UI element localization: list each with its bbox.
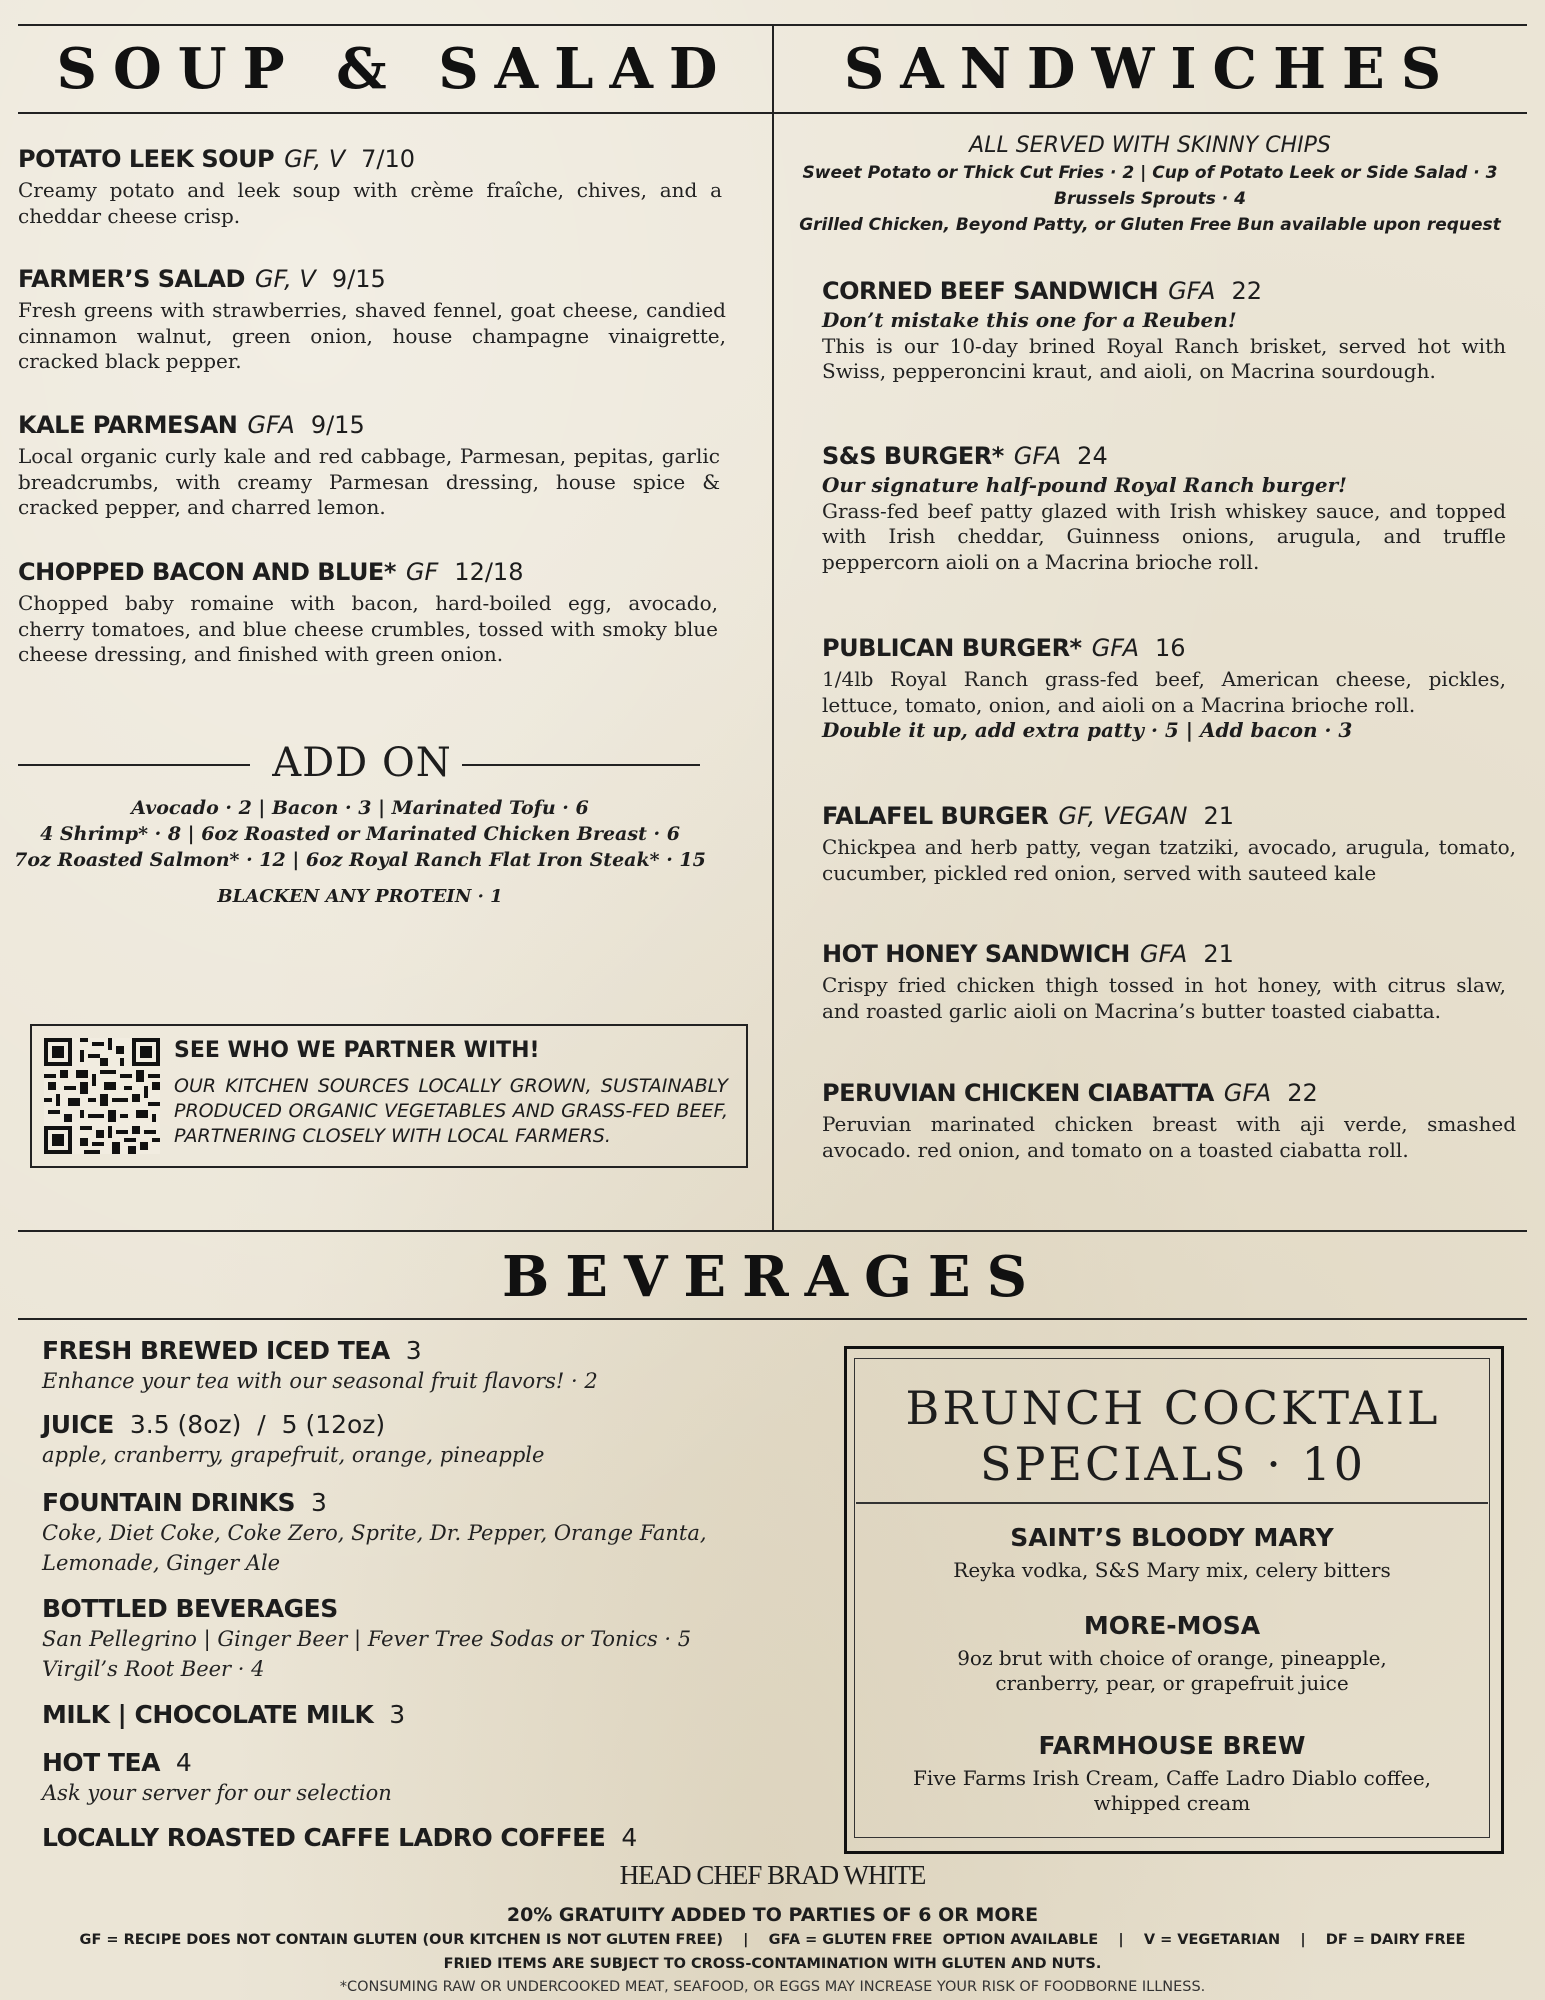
- add-on-rule-right: [462, 764, 700, 766]
- menu-item-corned-beef: [822, 276, 1506, 385]
- item-tags: GFA: [1139, 940, 1188, 968]
- item-tags: GF, V: [284, 145, 346, 173]
- menu-item-ss-burger: [822, 441, 1506, 575]
- cocktail-name: FARMHOUSE BREW: [1038, 1731, 1306, 1760]
- item-desc: Peruvian marinated chicken breast with aji verde, smashed avocado. red onion, and tomato on a toasted ciabatta roll.: [822, 1112, 1516, 1162]
- cocktail-more-mosa: [940, 1610, 1404, 1696]
- item-desc: Local organic curly kale and red cabbage, Parmesan, pepitas, garlic breadcrumbs, with creamy Parmesan dressing, house spice & cracked pepper, and charred lemon.: [18, 444, 720, 519]
- item-desc: Fresh greens with strawberries, shaved fennel, goat cheese, candied cinnamon walnut, green onion, house champagne vinaigrette, cracked black pepper.: [18, 298, 726, 373]
- cocktail-title-line: BRUNCH COCKTAIL: [905, 1381, 1441, 1435]
- item-price: 22: [1231, 277, 1263, 305]
- beverage-price: 3: [311, 1488, 327, 1517]
- partner-text: OUR KITCHEN SOURCES LOCALLY GROWN, SUSTAINABLY PRODUCED ORGANIC VEGETABLES AND GRASS-FED BEEF, PARTNERING CLOSELY WITH LOCAL FARMERS.: [174, 1075, 728, 1147]
- add-on-title: ADD ON: [272, 740, 452, 786]
- cocktail-desc: Reyka vodka, S&S Mary mix, celery bitters: [953, 1558, 1391, 1582]
- cocktail-bloody-mary: [856, 1522, 1488, 1583]
- partner-title: SEE WHO WE PARTNER WITH!: [174, 1038, 540, 1063]
- item-desc: Crispy fried chicken thigh tossed in hot honey, with citrus slaw, and roasted garlic aioli on Macrina’s butter toasted ciabatta.: [822, 973, 1506, 1023]
- item-price: 9/15: [331, 265, 386, 293]
- sides-line: Brussels Sprouts · 4: [1053, 189, 1247, 209]
- cocktail-specials-title: [856, 1380, 1490, 1492]
- menu-item-publican-burger: [822, 633, 1506, 744]
- beverage-milk: [42, 1700, 822, 1730]
- item-tags: GFA: [1168, 277, 1216, 305]
- item-price: 24: [1077, 442, 1108, 470]
- add-on-line: 4 Shrimp* · 8 | 6oz Roasted or Marinated Chicken Breast · 6: [40, 823, 680, 845]
- beverage-desc: Enhance your tea with our seasonal fruit flavors! · 2: [42, 1369, 598, 1393]
- beverage-name: JUICE: [42, 1410, 114, 1439]
- raw-food-warning: *CONSUMING RAW OR UNDERCOOKED MEAT, SEAFOOD, OR EGGS MAY INCREASE YOUR RISK OF FOODBORNE ILLNESS.: [339, 1979, 1206, 1995]
- menu-item-falafel-burger: [822, 801, 1516, 886]
- beverage-desc: Coke, Diet Coke, Coke Zero, Sprite, Dr. Pepper, Orange Fanta, Lemonade, Ginger Ale: [42, 1521, 707, 1575]
- beverage-desc: apple, cranberry, grapefruit, orange, pineapple: [42, 1443, 545, 1467]
- menu-item-hot-honey-sandwich: [822, 939, 1506, 1024]
- cocktail-farmhouse-brew: [892, 1730, 1452, 1816]
- item-tags: GFA: [1091, 634, 1140, 662]
- item-tags: GF, VEGAN: [1058, 802, 1188, 830]
- cocktail-desc: 9oz brut with choice of orange, pineapple, cranberry, pear, or grapefruit juice: [957, 1646, 1387, 1695]
- beverage-name: HOT TEA: [42, 1748, 160, 1777]
- item-price: 21: [1203, 802, 1235, 830]
- menu-item-kale-parmesan: [18, 410, 720, 521]
- add-on-line: Avocado · 2 | Bacon · 3 | Marinated Tofu · 6: [131, 797, 589, 819]
- beverage-name: FRESH BREWED ICED TEA: [42, 1336, 390, 1365]
- item-tags: GFA: [1013, 442, 1062, 470]
- menu-item-potato-leek-soup: [18, 144, 722, 229]
- head-chef-credit: HEAD CHEF BRAD WHITE: [619, 1860, 926, 1890]
- beverage-price: 4: [175, 1748, 192, 1777]
- item-price: 16: [1155, 634, 1186, 662]
- beverage-price: 3.5 (8oz) / 5 (12oz): [129, 1410, 386, 1439]
- soup-salad-title: SOUP & SALAD: [56, 36, 734, 102]
- item-name: PERUVIAN CHICKEN CIABATTA: [822, 1079, 1214, 1107]
- item-name: KALE PARMESAN: [18, 411, 238, 439]
- item-name: HOT HONEY SANDWICH: [822, 940, 1130, 968]
- partner-box: [30, 1024, 748, 1168]
- item-price: 21: [1203, 940, 1234, 968]
- item-name: FALAFEL BURGER: [822, 802, 1049, 830]
- beverage-juice: [42, 1410, 822, 1470]
- beverage-price: 3: [405, 1336, 422, 1365]
- beverage-coffee: [42, 1823, 822, 1853]
- item-price: 22: [1287, 1079, 1318, 1107]
- beverage-name: MILK | CHOCOLATE MILK: [42, 1700, 374, 1729]
- item-name: CORNED BEEF SANDWICH: [822, 277, 1159, 305]
- beverage-iced-tea: [42, 1336, 822, 1396]
- beverage-name: BOTTLED BEVERAGES: [42, 1594, 338, 1623]
- sides-headline: ALL SERVED WITH SKINNY CHIPS: [969, 133, 1331, 158]
- add-on-list: [0, 795, 720, 873]
- item-price: 12/18: [454, 558, 524, 586]
- item-name: CHOPPED BACON AND BLUE*: [18, 558, 396, 586]
- gratuity-notice: 20% GRATUITY ADDED TO PARTIES OF 6 OR MORE: [506, 1904, 1039, 1926]
- add-on-rule-left: [18, 764, 250, 766]
- item-desc: Chickpea and herb patty, vegan tzatziki, avocado, arugula, tomato, cucumber, pickled red onion, served with sauteed kale: [822, 835, 1516, 885]
- item-tags: GF, V: [254, 265, 316, 293]
- item-desc: Creamy potato and leek soup with crème fraîche, chives, and a cheddar cheese crisp.: [18, 178, 722, 228]
- cocktail-desc: Five Farms Irish Cream, Caffe Ladro Diablo coffee, whipped cream: [912, 1766, 1432, 1815]
- cocktail-title-rule: [856, 1502, 1488, 1504]
- beverages-header-rule: [18, 1318, 1527, 1320]
- item-upgrade-note: Double it up, add extra patty · 5 | Add bacon · 3: [822, 718, 1353, 742]
- beverage-fountain-drinks: [42, 1488, 742, 1578]
- item-tags: GFA: [247, 411, 295, 439]
- item-desc: Chopped baby romaine with bacon, hard-boiled egg, avocado, cherry tomatoes, and blue cheese crumbles, tossed with smoky blue cheese dressing, and finished with green onion.: [18, 591, 718, 666]
- beverage-name: FOUNTAIN DRINKS: [42, 1488, 296, 1517]
- item-name: S&S BURGER*: [822, 442, 1004, 470]
- item-tags: GF: [405, 558, 439, 586]
- blacken-protein-note: BLACKEN ANY PROTEIN · 1: [217, 886, 503, 907]
- menu-item-chopped-bacon-blue: [18, 557, 718, 668]
- sides-line: Sweet Potato or Thick Cut Fries · 2 | Cup of Potato Leek or Side Salad · 3: [802, 163, 1498, 183]
- item-desc: 1/4lb Royal Ranch grass-fed beef, American cheese, pickles, lettuce, tomato, onion, and aioli on a Macrina brioche roll.: [822, 667, 1506, 717]
- item-name: PUBLICAN BURGER*: [822, 634, 1082, 662]
- beverage-name: LOCALLY ROASTED CAFFE LADRO COFFEE: [42, 1823, 606, 1852]
- item-price: 7/10: [361, 145, 416, 173]
- fried-items-notice: FRIED ITEMS ARE SUBJECT TO CROSS-CONTAMINATION WITH GLUTEN AND NUTS.: [443, 1956, 1102, 1972]
- cocktail-title-line: SPECIALS · 10: [979, 1437, 1367, 1491]
- beverage-desc: San Pellegrino | Ginger Beer | Fever Tree Sodas or Tonics · 5 Virgil’s Root Beer · 4: [42, 1627, 692, 1681]
- beverage-desc: Ask your server for our selection: [42, 1781, 392, 1805]
- beverages-title: BEVERAGES: [501, 1244, 1044, 1310]
- beverages-top-rule: [18, 1230, 1527, 1232]
- menu-item-peruvian-chicken-ciabatta: [822, 1078, 1516, 1163]
- beverage-hot-tea: [42, 1748, 822, 1808]
- item-name: POTATO LEEK SOUP: [18, 145, 275, 173]
- item-desc: Grass-fed beef patty glazed with Irish whiskey sauce, and topped with Irish cheddar, Guinness onions, arugula, and truffle peppercorn aioli on a Macrina brioche roll.: [822, 498, 1506, 574]
- item-tags: GFA: [1223, 1079, 1272, 1107]
- column-divider: [772, 24, 774, 1232]
- item-name: FARMER’S SALAD: [18, 265, 245, 293]
- sandwich-sides-info: [780, 132, 1520, 238]
- beverage-price: 4: [621, 1823, 638, 1852]
- menu-item-farmers-salad: [18, 264, 726, 375]
- item-desc: This is our 10-day brined Royal Ranch brisket, served hot with Swiss, pepperoncini kraut, and aioli, on Macrina sourdough.: [822, 333, 1506, 383]
- cocktail-name: MORE-MOSA: [1083, 1611, 1261, 1640]
- beverage-price: 3: [389, 1700, 406, 1729]
- item-note: Our signature half-pound Royal Ranch burger!: [822, 473, 1347, 497]
- dietary-legend: GF = RECIPE DOES NOT CONTAIN GLUTEN (OUR KITCHEN IS NOT GLUTEN FREE) | GFA = GLUTEN FREE OPTION AVAILABLE | V = VEGETARIAN | DF = DAIRY FREE: [79, 1932, 1466, 1948]
- item-note: Don’t mistake this one for a Reuben!: [822, 308, 1237, 332]
- qr-code-icon[interactable]: [44, 1038, 160, 1154]
- add-on-line: 7oz Roasted Salmon* · 12 | 6oz Royal Ranch Flat Iron Steak* · 15: [14, 849, 706, 871]
- sandwiches-title: SANDWICHES: [843, 36, 1458, 102]
- cocktail-name: SAINT’S BLOODY MARY: [1010, 1523, 1334, 1552]
- sides-line: Grilled Chicken, Beyond Patty, or Gluten Free Bun available upon request: [799, 215, 1501, 235]
- beverage-bottled: [42, 1594, 742, 1684]
- item-price: 9/15: [310, 411, 365, 439]
